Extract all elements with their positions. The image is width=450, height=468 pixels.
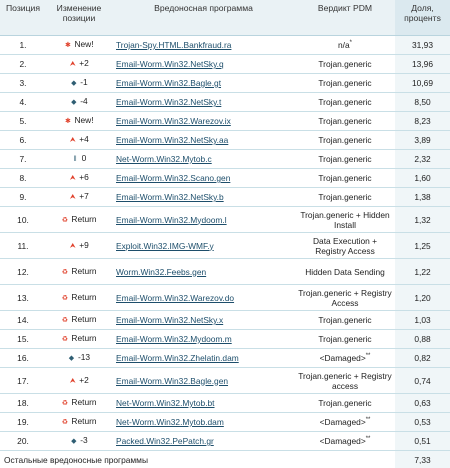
change-cell	[46, 188, 112, 207]
table-row	[0, 36, 450, 55]
verdict-text: Trojan.generic	[318, 116, 371, 126]
position-cell: 19.	[0, 413, 46, 432]
program-link[interactable]: Email-Worm.Win32.NetSky.aa	[116, 135, 228, 145]
arrow-up-icon: ⮝	[69, 136, 76, 146]
arrow-down-icon: ◆	[68, 354, 75, 364]
verdict-cell	[295, 112, 395, 131]
table-row	[0, 131, 450, 150]
verdict-text: Trojan.generic	[318, 315, 371, 325]
verdict-cell	[295, 349, 395, 368]
verdict-text: Trojan.generic	[318, 135, 371, 145]
share-cell: 0,74	[395, 368, 450, 394]
share-cell: 8,50	[395, 93, 450, 112]
footnote-mark: *	[350, 40, 352, 46]
table-row	[0, 112, 450, 131]
verdict-cell	[295, 55, 395, 74]
program-cell	[112, 233, 295, 259]
program-link[interactable]: Packed.Win32.PePatch.gr	[116, 436, 214, 446]
arrow-up-icon: ⮝	[69, 377, 76, 387]
verdict-cell	[295, 259, 395, 285]
change-cell	[46, 131, 112, 150]
share-cell: 3,89	[395, 131, 450, 150]
change-cell	[46, 36, 112, 55]
position-cell: 3.	[0, 74, 46, 93]
change-value: +7	[79, 191, 89, 201]
change-cell	[46, 169, 112, 188]
table-row	[0, 188, 450, 207]
position-cell: 2.	[0, 55, 46, 74]
verdict-cell	[295, 36, 395, 55]
verdict-text: n/a	[338, 40, 350, 50]
change-cell	[46, 413, 112, 432]
arrow-down-icon: ◆	[70, 98, 77, 108]
verdict-cell	[295, 169, 395, 188]
verdict-cell	[295, 207, 395, 233]
change-value: +2	[79, 58, 89, 68]
program-cell	[112, 36, 295, 55]
program-link[interactable]: Email-Worm.Win32.Warezov.ix	[116, 116, 231, 126]
position-cell: 1.	[0, 36, 46, 55]
table-row	[0, 285, 450, 311]
verdict-cell	[295, 330, 395, 349]
new-star-icon: ✱	[64, 41, 71, 51]
table-row	[0, 169, 450, 188]
position-cell: 15.	[0, 330, 46, 349]
verdict-text: Trojan.generic	[318, 78, 371, 88]
footnote-mark: **	[366, 417, 371, 423]
program-cell	[112, 207, 295, 233]
table-row	[0, 368, 450, 394]
program-cell	[112, 93, 295, 112]
position-cell: 20.	[0, 432, 46, 451]
position-cell: 7.	[0, 150, 46, 169]
new-star-icon: ✱	[64, 117, 71, 127]
position-cell: 12.	[0, 259, 46, 285]
header-change: Изменение позиции	[46, 0, 112, 36]
arrow-up-icon: ⮝	[69, 60, 76, 70]
others-label: Остальные вредоносные программы	[0, 451, 395, 468]
share-cell: 1,38	[395, 188, 450, 207]
change-cell	[46, 93, 112, 112]
header-program: Вредоносная программа	[112, 0, 295, 36]
program-link[interactable]: Net-Worm.Win32.Mytob.dam	[116, 417, 224, 427]
change-value: +4	[79, 134, 89, 144]
verdict-text: Hidden Data Sending	[305, 267, 385, 277]
verdict-text: Trojan.generic + Hidden Install	[300, 210, 389, 230]
change-cell	[46, 394, 112, 413]
table-row	[0, 207, 450, 233]
program-link[interactable]: Email-Worm.Win32.NetSky.b	[116, 192, 224, 202]
header-position: Позиция	[0, 0, 46, 36]
program-cell	[112, 349, 295, 368]
verdict-cell	[295, 368, 395, 394]
change-cell	[46, 368, 112, 394]
table-row	[0, 259, 450, 285]
header-verdict: Вердикт PDM	[295, 0, 395, 36]
verdict-cell	[295, 74, 395, 93]
program-link[interactable]: Email-Worm.Win32.Bagle.gen	[116, 376, 228, 386]
program-link[interactable]: Email-Worm.Win32.Bagle.gt	[116, 78, 221, 88]
change-cell	[46, 349, 112, 368]
verdict-cell	[295, 131, 395, 150]
verdict-cell	[295, 150, 395, 169]
share-cell: 0,63	[395, 394, 450, 413]
return-icon: ♻	[61, 399, 68, 409]
change-cell	[46, 207, 112, 233]
return-icon: ♻	[61, 216, 68, 226]
program-cell	[112, 74, 295, 93]
share-cell: 0,88	[395, 330, 450, 349]
share-cell: 8,23	[395, 112, 450, 131]
change-cell	[46, 311, 112, 330]
share-cell: 1,20	[395, 285, 450, 311]
position-cell: 13.	[0, 285, 46, 311]
return-icon: ♻	[61, 418, 68, 428]
arrow-up-icon: ⮝	[69, 174, 76, 184]
share-cell: 1,32	[395, 207, 450, 233]
program-cell	[112, 112, 295, 131]
change-value: New!	[74, 115, 93, 125]
position-cell: 14.	[0, 311, 46, 330]
verdict-cell	[295, 432, 395, 451]
change-value: Return	[71, 214, 96, 224]
share-cell: 1,25	[395, 233, 450, 259]
program-link[interactable]: Email-Worm.Win32.Zhelatin.dam	[116, 353, 239, 363]
share-cell: 0,82	[395, 349, 450, 368]
position-cell: 18.	[0, 394, 46, 413]
return-icon: ♻	[61, 335, 68, 345]
change-cell	[46, 330, 112, 349]
share-cell: 1,03	[395, 311, 450, 330]
program-cell	[112, 394, 295, 413]
share-cell: 31,93	[395, 36, 450, 55]
change-value: -13	[78, 352, 90, 362]
verdict-cell	[295, 285, 395, 311]
table-row	[0, 93, 450, 112]
share-cell: 10,69	[395, 74, 450, 93]
program-link[interactable]: Email-Worm.Win32.NetSky.q	[116, 59, 224, 69]
verdict-cell	[295, 311, 395, 330]
program-link[interactable]: Email-Worm.Win32.Mydoom.m	[116, 334, 232, 344]
position-cell: 8.	[0, 169, 46, 188]
program-cell	[112, 188, 295, 207]
program-link[interactable]: Email-Worm.Win32.Scano.gen	[116, 173, 230, 183]
program-link[interactable]: Email-Worm.Win32.NetSky.x	[116, 315, 223, 325]
program-cell	[112, 413, 295, 432]
return-icon: ♻	[61, 316, 68, 326]
others-share: 7,33	[395, 451, 450, 468]
footnote-mark: **	[366, 436, 371, 442]
program-cell	[112, 131, 295, 150]
program-link[interactable]: Email-Worm.Win32.Warezov.do	[116, 293, 234, 303]
verdict-text: <Damaged>	[320, 353, 366, 363]
verdict-text: Data Execution + Registry Access	[313, 236, 377, 256]
program-cell	[112, 55, 295, 74]
change-cell	[46, 112, 112, 131]
others-row	[0, 451, 450, 468]
change-value: Return	[71, 266, 96, 276]
position-cell: 6.	[0, 131, 46, 150]
program-cell	[112, 259, 295, 285]
verdict-text: Trojan.generic + Registry access	[298, 371, 391, 391]
change-cell	[46, 432, 112, 451]
program-link[interactable]: Email-Worm.Win32.NetSky.t	[116, 97, 221, 107]
verdict-text: Trojan.generic	[318, 154, 371, 164]
verdict-text: Trojan.generic	[318, 173, 371, 183]
program-cell	[112, 311, 295, 330]
position-cell: 5.	[0, 112, 46, 131]
change-value: -3	[80, 435, 87, 445]
table-row	[0, 394, 450, 413]
program-cell	[112, 330, 295, 349]
change-cell	[46, 150, 112, 169]
program-link[interactable]: Net-Worm.Win32.Mytob.bt	[116, 398, 215, 408]
table-row	[0, 150, 450, 169]
table-row	[0, 311, 450, 330]
table-row	[0, 413, 450, 432]
arrow-up-icon: ⮝	[69, 193, 76, 203]
table-row	[0, 330, 450, 349]
position-cell: 17.	[0, 368, 46, 394]
program-link[interactable]: Trojan-Spy.HTML.Bankfraud.ra	[116, 40, 231, 50]
share-cell: 1,22	[395, 259, 450, 285]
program-cell	[112, 432, 295, 451]
program-cell	[112, 150, 295, 169]
share-cell: 2,32	[395, 150, 450, 169]
table-row	[0, 349, 450, 368]
program-cell	[112, 169, 295, 188]
change-value: Return	[71, 292, 96, 302]
share-cell: 1,60	[395, 169, 450, 188]
position-cell: 11.	[0, 233, 46, 259]
return-icon: ♻	[61, 268, 68, 278]
change-value: +9	[79, 240, 89, 250]
verdict-text: Trojan.generic	[318, 97, 371, 107]
verdict-text: Trojan.generic	[318, 59, 371, 69]
arrow-up-icon: ⮝	[69, 242, 76, 252]
program-link[interactable]: Worm.Win32.Feebs.gen	[116, 267, 206, 277]
table-row	[0, 432, 450, 451]
table-header-row	[0, 0, 450, 36]
change-value: Return	[71, 333, 96, 343]
no-change-icon: ‖	[72, 155, 79, 165]
change-cell	[46, 233, 112, 259]
change-cell	[46, 285, 112, 311]
verdict-text: Trojan.generic	[318, 334, 371, 344]
position-cell: 4.	[0, 93, 46, 112]
arrow-down-icon: ◆	[70, 437, 77, 447]
position-cell: 16.	[0, 349, 46, 368]
program-cell	[112, 368, 295, 394]
change-value: Return	[71, 397, 96, 407]
verdict-cell	[295, 233, 395, 259]
table-row	[0, 74, 450, 93]
change-value: -1	[80, 77, 87, 87]
change-cell	[46, 55, 112, 74]
change-value: Return	[71, 314, 96, 324]
share-cell: 13,96	[395, 55, 450, 74]
position-cell: 10.	[0, 207, 46, 233]
verdict-text: Trojan.generic	[318, 192, 371, 202]
verdict-text: <Damaged>	[320, 436, 366, 446]
program-link[interactable]: Email-Worm.Win32.Mydoom.l	[116, 215, 227, 225]
change-value: +6	[79, 172, 89, 182]
verdict-text: <Damaged>	[320, 417, 366, 427]
change-value: 0	[82, 153, 87, 163]
header-share: Доля, процентs	[395, 0, 450, 36]
share-cell: 0,51	[395, 432, 450, 451]
change-cell	[46, 259, 112, 285]
change-value: Return	[71, 416, 96, 426]
position-cell: 9.	[0, 188, 46, 207]
change-cell	[46, 74, 112, 93]
program-link[interactable]: Exploit.Win32.IMG-WMF.y	[116, 241, 214, 251]
footnote-mark: **	[366, 353, 371, 359]
verdict-text: Trojan.generic + Registry Access	[298, 288, 391, 308]
change-value: +2	[79, 375, 89, 385]
verdict-cell	[295, 394, 395, 413]
return-icon: ♻	[61, 294, 68, 304]
table-row	[0, 233, 450, 259]
verdict-text: Trojan.generic	[318, 398, 371, 408]
change-value: New!	[74, 39, 93, 49]
change-value: -4	[80, 96, 87, 106]
verdict-cell	[295, 413, 395, 432]
verdict-cell	[295, 188, 395, 207]
verdict-cell	[295, 93, 395, 112]
program-link[interactable]: Net-Worm.Win32.Mytob.c	[116, 154, 212, 164]
arrow-down-icon: ◆	[70, 79, 77, 89]
table-row	[0, 55, 450, 74]
share-cell: 0,53	[395, 413, 450, 432]
program-cell	[112, 285, 295, 311]
